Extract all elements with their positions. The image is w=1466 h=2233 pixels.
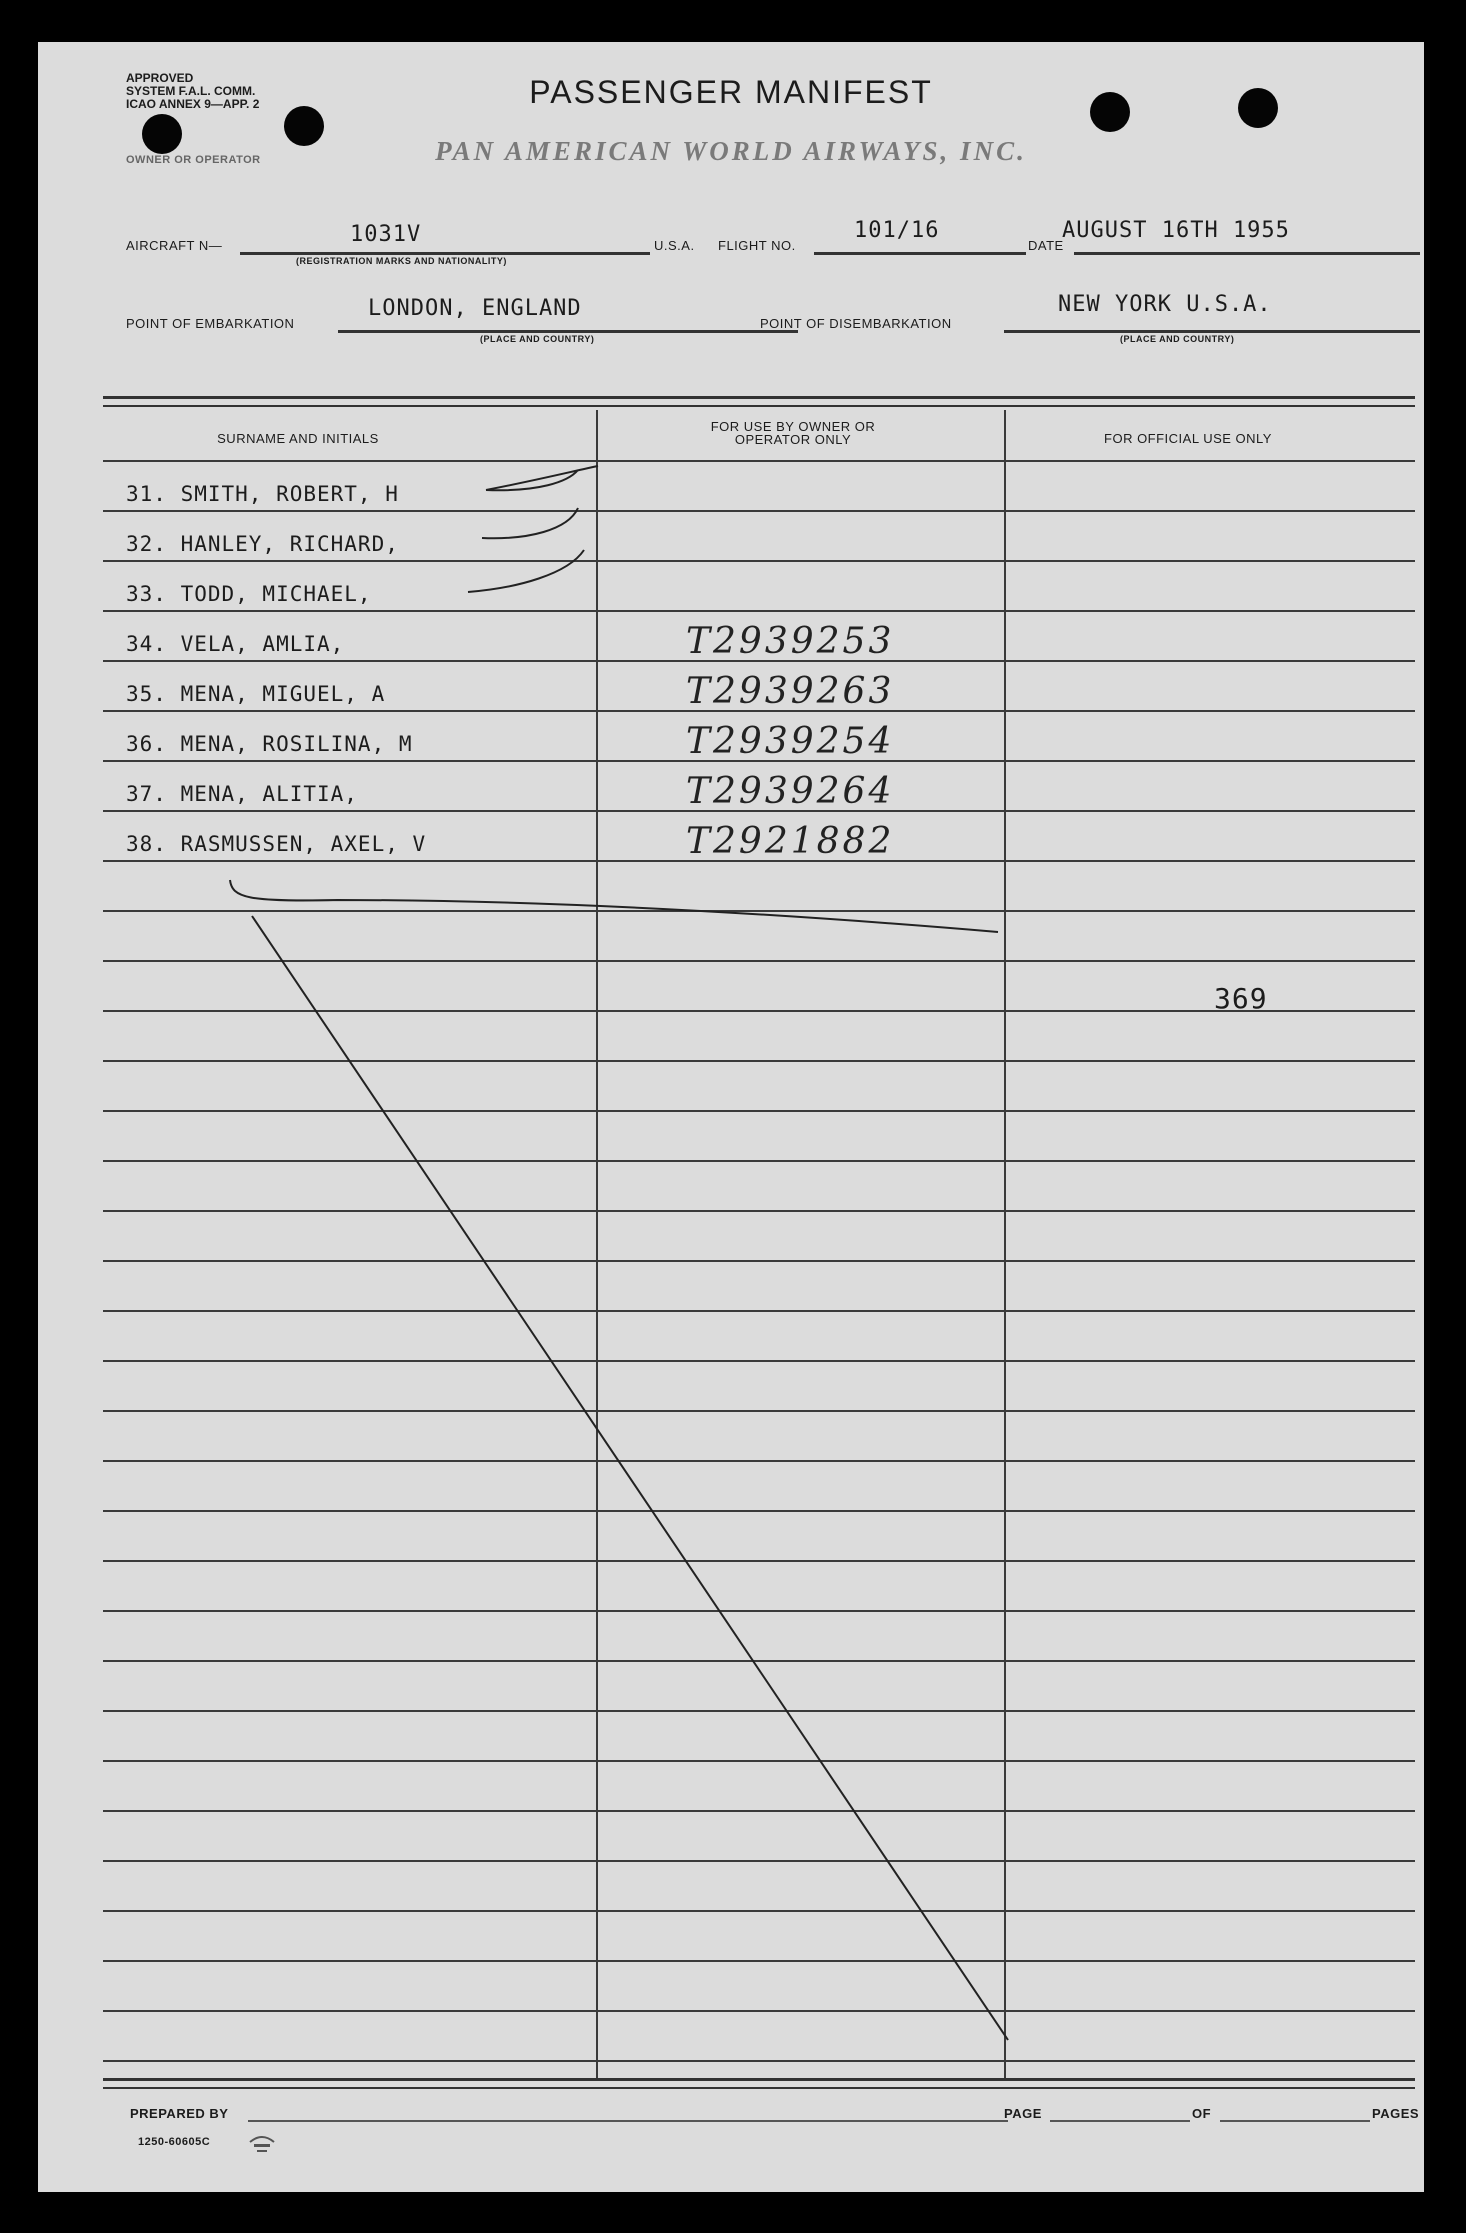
table-row-rule <box>103 1310 1415 1312</box>
operator-name: PAN AMERICAN WORLD AIRWAYS, INC. <box>435 136 1027 166</box>
aircraft-sub: (REGISTRATION MARKS AND NATIONALITY) <box>296 256 507 266</box>
pages-label: PAGES <box>1372 2106 1420 2121</box>
manifest-sheet <box>38 42 1424 2192</box>
passenger-entry: 33. TODD, MICHAEL, <box>126 582 372 606</box>
table-row <box>126 510 1406 560</box>
date-value: AUGUST 16TH 1955 <box>1062 218 1290 243</box>
aircraft-value: 1031V <box>350 222 422 247</box>
passenger-entry: 32. HANLEY, RICHARD, <box>126 532 399 556</box>
owner-label: OWNER OR OPERATOR <box>126 154 261 166</box>
handwritten-strikeout-marks <box>38 42 1424 2192</box>
ticket-number: T2939254 <box>686 721 895 762</box>
passenger-entry: 35. MENA, MIGUEL, A <box>126 682 386 706</box>
table-row-rule <box>103 2010 1415 2012</box>
date-line <box>1074 252 1420 255</box>
embark-label: POINT OF EMBARKATION <box>126 316 295 331</box>
disembark-sub: (PLACE AND COUNTRY) <box>1120 334 1235 344</box>
table-row-rule <box>103 1860 1415 1862</box>
page-label: PAGE <box>1004 2106 1042 2121</box>
ticket-number: T2939253 <box>686 621 895 662</box>
approval-line: APPROVED <box>126 71 194 85</box>
table-row-rule <box>103 1960 1415 1962</box>
approval-line: ICAO ANNEX 9—APP. 2 <box>126 97 260 111</box>
embark-value: LONDON, ENGLAND <box>368 296 582 321</box>
table-row-rule <box>103 1160 1415 1162</box>
table-row-rule <box>103 1110 1415 1112</box>
table-row-rule <box>103 1610 1415 1612</box>
date-label: DATE <box>1028 238 1064 253</box>
aircraft-label: AIRCRAFT N— <box>126 238 223 253</box>
of-label: OF <box>1192 2106 1212 2121</box>
table-row-rule <box>103 1560 1415 1562</box>
column-header-owner-use: FOR USE BY OWNER OR OPERATOR ONLY <box>710 419 876 447</box>
ticket-number: T2939264 <box>686 771 895 812</box>
table-row-rule <box>103 1810 1415 1812</box>
page-line <box>1050 2120 1190 2122</box>
disembark-line <box>1004 330 1420 333</box>
disembark-value: NEW YORK U.S.A. <box>1058 292 1272 317</box>
passenger-entry: 31. SMITH, ROBERT, H <box>126 482 399 506</box>
table-row <box>126 610 1406 660</box>
country-label: U.S.A. <box>654 238 695 253</box>
passenger-entry: 38. RASMUSSEN, AXEL, V <box>126 832 427 856</box>
table-row-rule <box>103 1360 1415 1362</box>
table-row <box>126 460 1406 510</box>
bracket-stroke <box>230 880 998 932</box>
table-row-rule <box>103 1660 1415 1662</box>
approval-line: SYSTEM F.A.L. COMM. <box>126 84 256 98</box>
table-row <box>126 760 1406 810</box>
of-line <box>1220 2120 1370 2122</box>
prepared-by-line <box>248 2120 1008 2122</box>
flight-label: FLIGHT NO. <box>718 238 796 253</box>
embark-sub: (PLACE AND COUNTRY) <box>480 334 595 344</box>
table-row-rule <box>103 1910 1415 1912</box>
table-row-rule <box>103 1460 1415 1462</box>
flight-line <box>814 252 1026 255</box>
table-row-rule <box>103 1510 1415 1512</box>
page-title: PASSENGER MANIFEST <box>529 74 933 110</box>
passenger-entry: 34. VELA, AMLIA, <box>126 632 345 656</box>
table-row-rule <box>103 960 1415 962</box>
table-row-rule <box>103 1410 1415 1412</box>
table-row <box>126 560 1406 610</box>
official-stamp-number: 369 <box>1214 982 1268 1015</box>
ticket-number: T2921882 <box>686 821 895 862</box>
diagonal-strike-line <box>252 916 1008 2040</box>
passenger-entry: 37. MENA, ALITIA, <box>126 782 358 806</box>
table-row-rule <box>103 1760 1415 1762</box>
form-number: 1250-60605C <box>138 2136 211 2148</box>
column-header-official: FOR OFFICIAL USE ONLY <box>1104 431 1272 446</box>
passenger-entry: 36. MENA, ROSILINA, M <box>126 732 413 756</box>
union-label-seal-icon <box>246 2132 278 2158</box>
flight-value: 101/16 <box>854 218 940 243</box>
table-row-rule <box>103 1210 1415 1212</box>
ticket-number: T2939263 <box>686 671 895 712</box>
aircraft-line <box>240 252 650 255</box>
disembark-label: POINT OF DISEMBARKATION <box>760 316 952 331</box>
table-row <box>126 710 1406 760</box>
table-row-rule <box>103 1060 1415 1062</box>
embark-line <box>338 330 798 333</box>
table-top-rule <box>103 396 1415 407</box>
table-row <box>126 810 1406 860</box>
table-row <box>126 660 1406 710</box>
table-row-rule <box>103 1260 1415 1262</box>
column-header-surname: SURNAME AND INITIALS <box>217 431 379 446</box>
table-row-rule <box>103 910 1415 912</box>
table-row-rule <box>103 1710 1415 1712</box>
table-row-rule <box>103 2060 1415 2062</box>
table-bottom-rule <box>103 2078 1415 2089</box>
prepared-by-label: PREPARED BY <box>130 2106 229 2121</box>
